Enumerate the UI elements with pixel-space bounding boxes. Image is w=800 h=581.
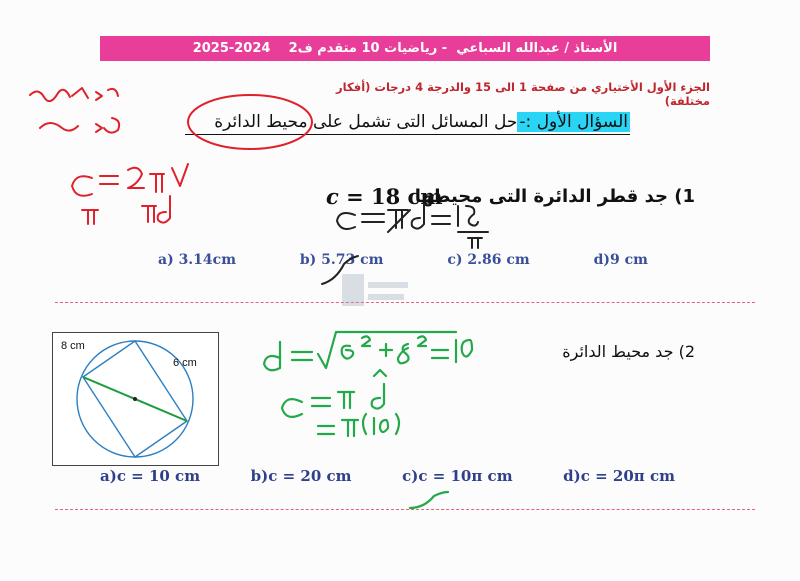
watermark-logo-icon <box>340 270 410 310</box>
q1-choice-c[interactable]: c) 2.86 cm <box>447 252 530 268</box>
question-1-formula <box>326 184 443 209</box>
section-title <box>185 112 630 135</box>
formula-variable: c <box>326 184 339 209</box>
q2-choice-a[interactable]: a)c = 10 cm <box>100 467 201 485</box>
q2-choice-b[interactable]: b)c = 20 cm <box>250 467 352 485</box>
q2-choice-d[interactable]: d)c = 20π cm <box>563 467 675 485</box>
figure-label-8cm: 8 cm <box>61 340 85 352</box>
question-1 <box>415 186 695 207</box>
question-2-number: 2) <box>678 342 695 361</box>
question-2-text: جد محيط الدائرة <box>562 342 674 361</box>
header-course: - رياضيات 10 متقدم ف2 <box>288 41 448 56</box>
section-text: حل المسائل التى تشمل على محيط الدائرة <box>214 112 518 132</box>
header-teacher: الأستاذ / عبدالله السباعي <box>456 41 618 56</box>
circle-diagram <box>53 333 218 465</box>
header-year: 2025-2024 <box>192 41 271 56</box>
question-1-text: جد قطر الدائرة التى محيطها <box>414 186 668 207</box>
question-2 <box>562 342 695 361</box>
circle-figure <box>52 332 219 466</box>
question-2-choices <box>100 467 675 485</box>
q2-choice-c[interactable]: c)c = 10π cm <box>402 467 513 485</box>
formula-value: = 18 cm <box>338 184 443 209</box>
question-1-choices <box>158 252 648 268</box>
header-band <box>100 36 710 61</box>
divider-2 <box>55 509 755 510</box>
question-1-number: 1) <box>674 186 695 207</box>
figure-label-6cm: 6 cm <box>173 357 197 369</box>
section-label: السؤال الأول :- <box>519 112 628 132</box>
q1-choice-d[interactable]: d)9 cm <box>593 252 648 268</box>
part-description: الجزء الأول الأختياري من صفحة 1 الى 15 والدرجة 4 درجات (أفكار مختلفة) <box>336 80 710 108</box>
red-margin-notes <box>30 88 312 224</box>
q1-choice-a[interactable]: a) 3.14cm <box>158 252 237 268</box>
q1-choice-b[interactable]: b) 5.73 cm <box>299 252 384 268</box>
